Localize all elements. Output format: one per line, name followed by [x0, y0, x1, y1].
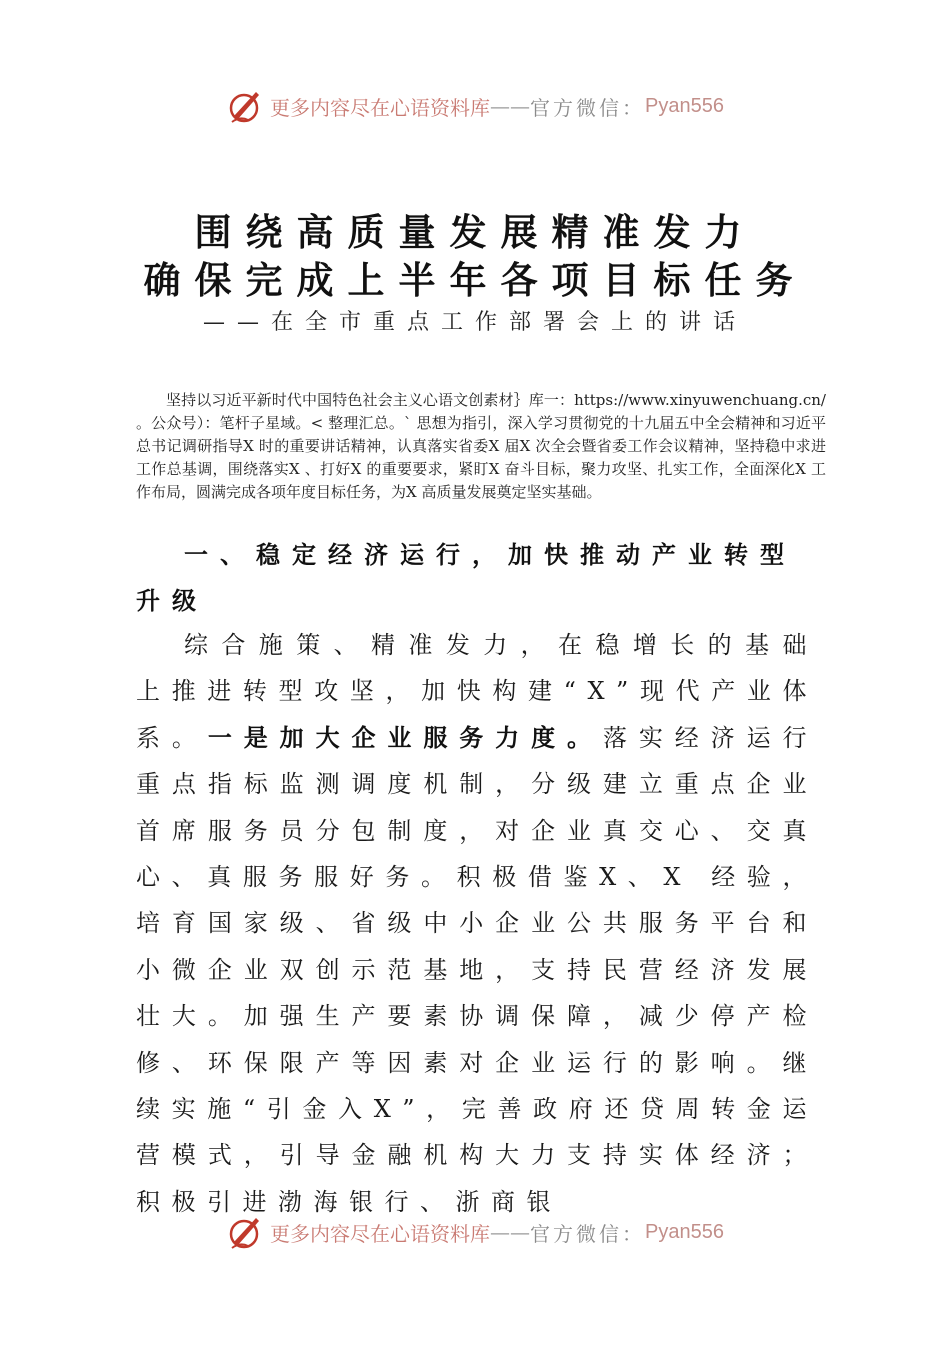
- watermark-wechat-id: Pyan556: [645, 1220, 724, 1243]
- watermark-separator: ——: [490, 94, 531, 118]
- title-line-1: 围绕高质量发展精准发力: [194, 211, 756, 254]
- watermark-banner-top: [0, 84, 950, 128]
- watermark-wechat-label: 官方微信：: [530, 1221, 646, 1246]
- section-1-bold-lead: 一是加大企业服务力度。: [207, 723, 603, 752]
- watermark-text: 更多内容尽在心语资料库: [270, 95, 491, 120]
- intro-paragraph: 坚持以习近平新时代中国特色社会主义心语文创素材｝库一：https://www.xinyuwenchuang.cn/ 。公众号）：笔杆子星域。< 整理汇总。` 思想为指引，深入学习贯彻党的十九届五中全会精神和习近平总书记调研指导X 时的重要讲话精神，认真落实省委X 届X 次全会暨省委工作会议精神，坚持稳中求进工作总基调，围绕落实X 、打好X 的重要要求，紧盯X 奋斗目标，聚力攻坚、扎实工作，全面深化X 工作布局，圆满完成各项年度目标任务，为X 高质量发展奠定坚实基础。: [136, 391, 826, 501]
- watermark-wechat-label: 官方微信：: [530, 95, 646, 120]
- section-1-heading: 一、稳定经济运行，加快推动产业转型升级: [136, 541, 796, 615]
- watermark-wechat-id: Pyan556: [645, 94, 724, 117]
- section-1-body: [136, 622, 818, 1225]
- watermark-banner-bottom: [0, 1210, 950, 1254]
- pen-logo-icon: [226, 1212, 266, 1252]
- section-1-para-rest: 落实经济运行重点指标监测调度机制，分级建立重点企业首席服务员分包制度，对企业真交心、交真心、真服务服好务。积极借鉴X、X 经验，培育国家级、省级中小企业公共服务平台和小微企业双创示范基地，支持民营经济发展壮大。加强生产要素协调保障，减少停产检修、环保限产等因素对企业运行的影响。继续实施“引金入X”，完善政府还贷周转金运营模式，引导金融机构大力支持实体经济；积极引进渤海银行、浙商银: [136, 723, 819, 1216]
- pen-logo-icon: [226, 86, 266, 126]
- watermark-separator: ——: [490, 1220, 531, 1244]
- section-1-para-start: 综合施策、精准发力，在稳增长的基础上推进转型攻坚，加快构建“X”现代产业体系。: [136, 631, 818, 752]
- title-line-2: 确保完成上半年各项目标任务: [143, 259, 807, 302]
- subtitle: ——在全市重点工作部署会上的讲话: [202, 310, 747, 335]
- watermark-text: 更多内容尽在心语资料库: [270, 1221, 491, 1246]
